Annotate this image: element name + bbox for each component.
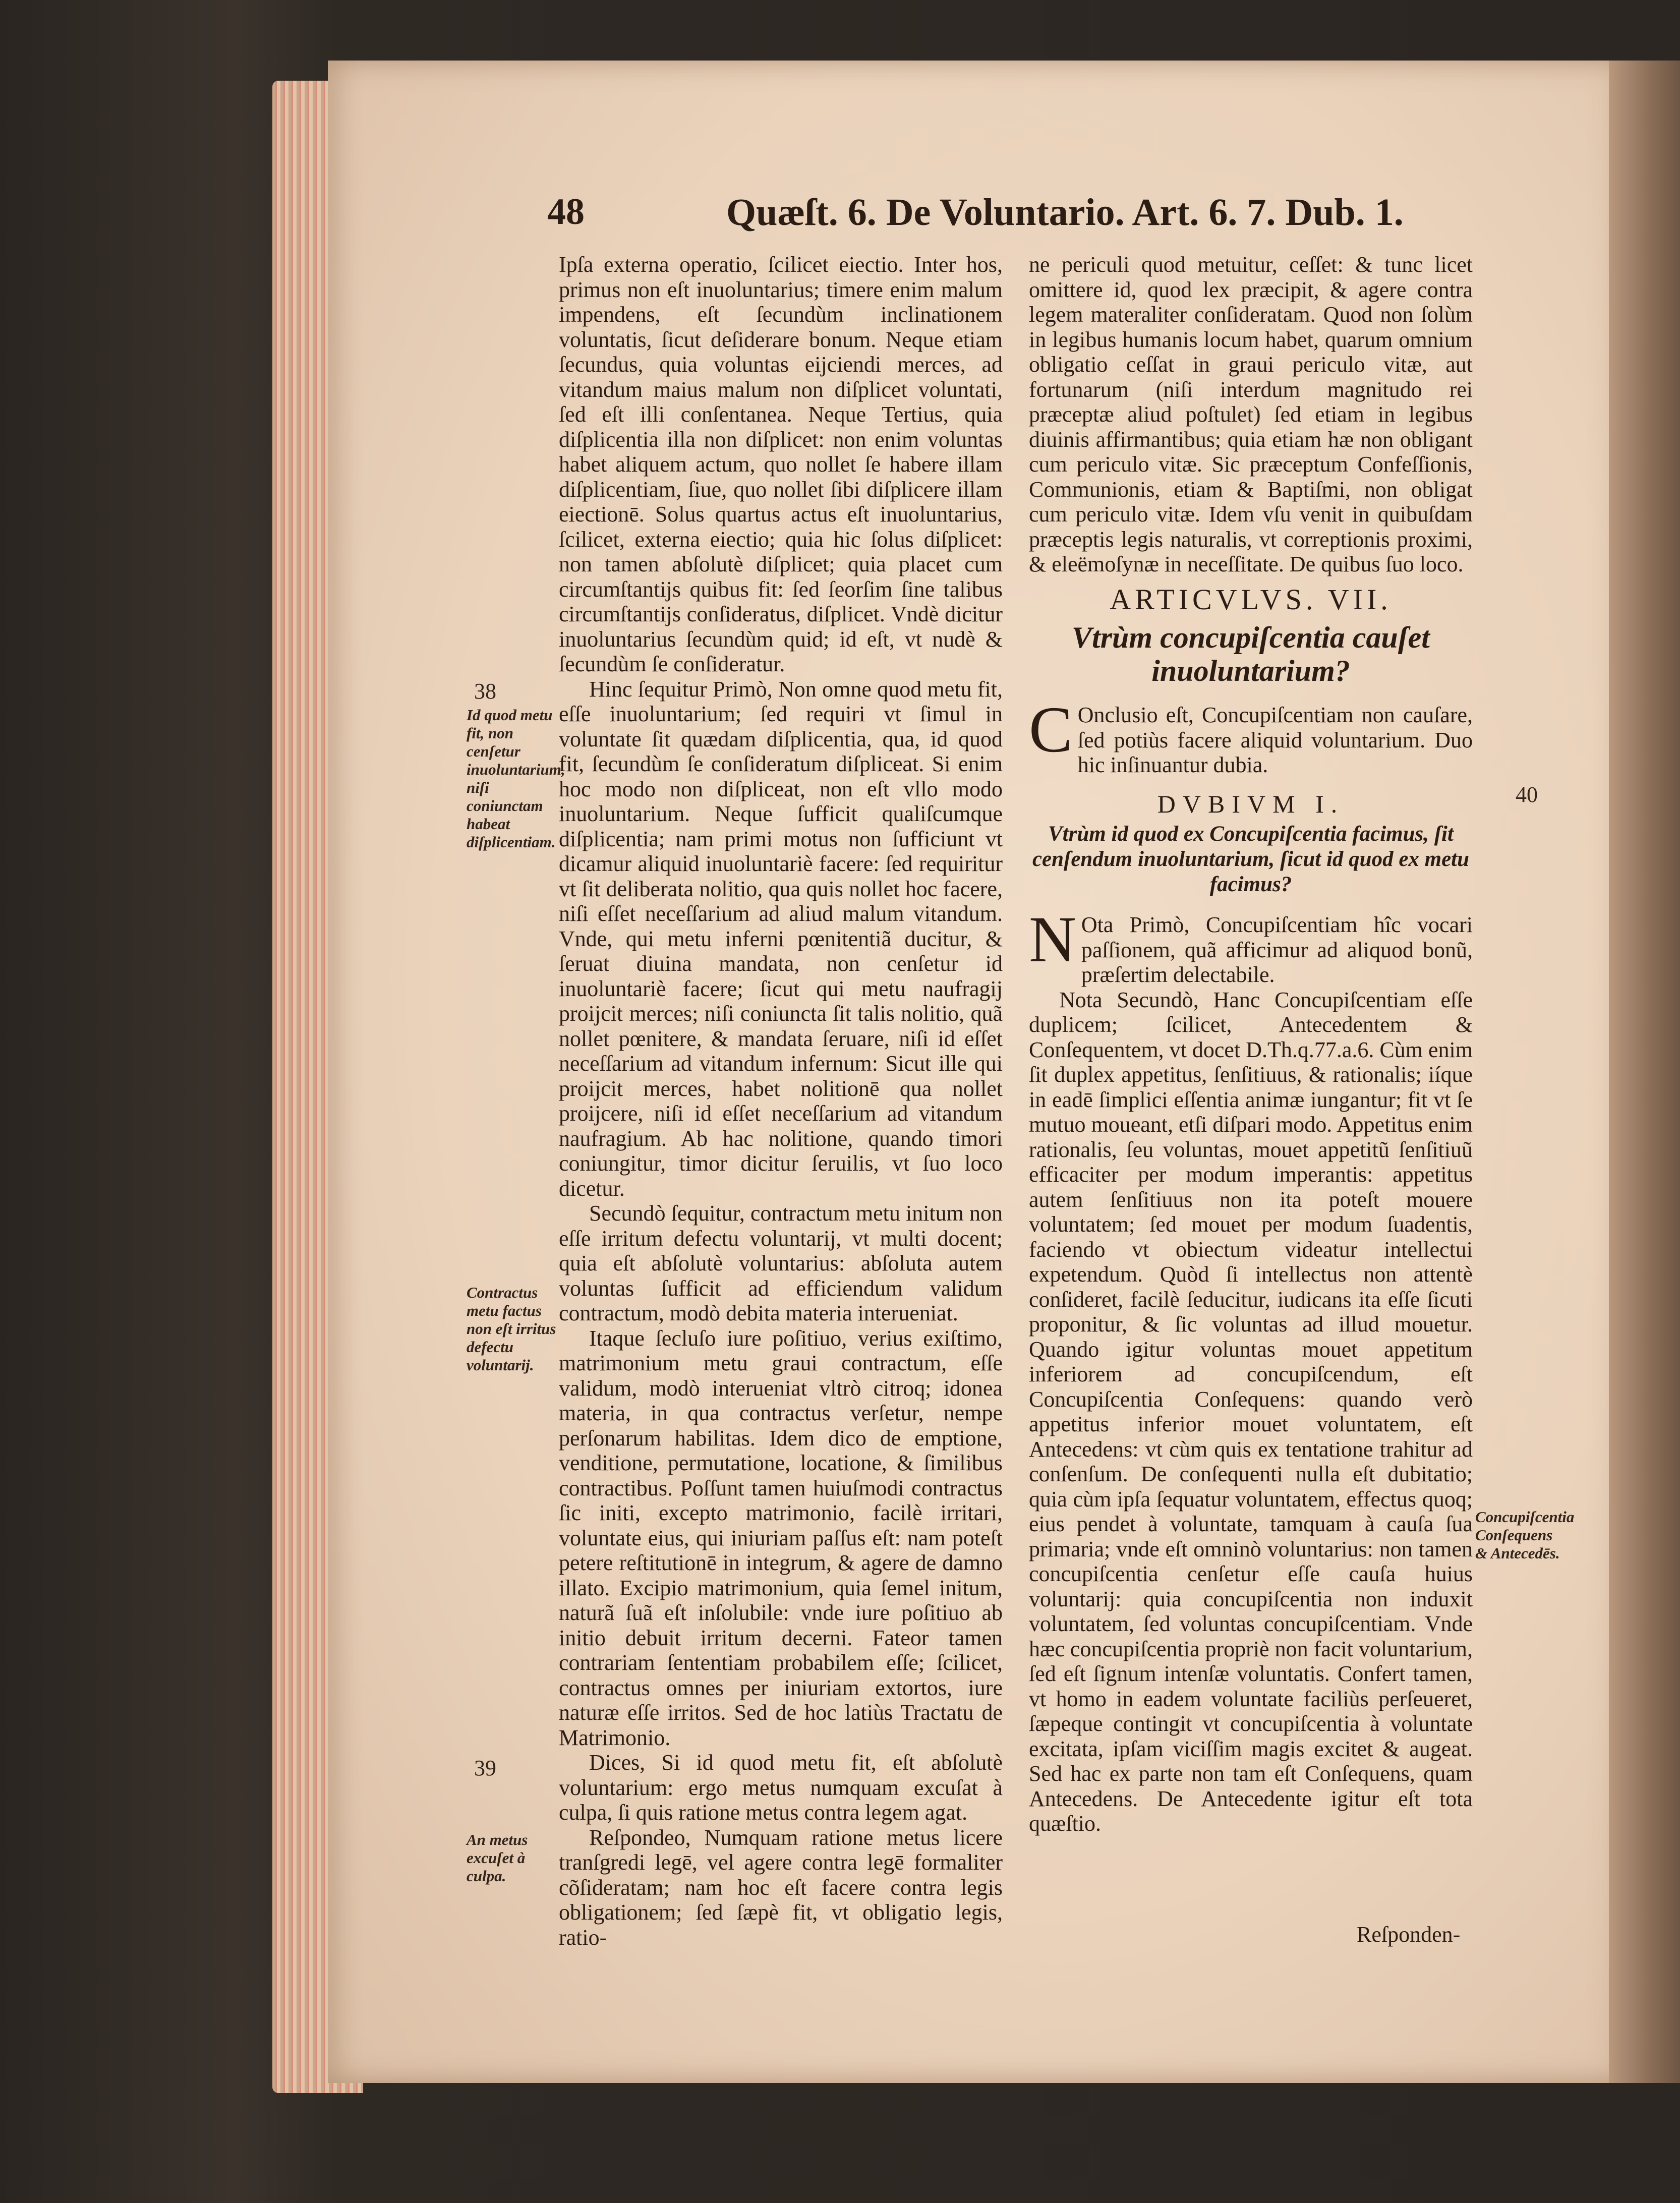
marginal-note: Contractus metu factus non eſt irritus defectu voluntarij. bbox=[467, 1284, 556, 1374]
paragraph: Dices, Si id quod metu fit, eſt abſolutè voluntarium: ergo metus numquam excuſat à culpa, ſi quis ratione metus contra legem agat. bbox=[559, 1750, 1003, 1825]
catchword: Reſponden- bbox=[1357, 1922, 1461, 1947]
paragraph: ne periculi quod metuitur, ceſſet: & tunc licet omittere id, quod lex præcipit, & agere contra legem materaliter conſideratam. Quod non ſolùm in legibus humanis locum habet, quarum omnium obligatio ceſſat in graui periculo vitæ, aut fortunarum (niſi interdum magnitudo rei præceptæ aliud poſtulet) ſed etiam in legibus diuinis affirmantibus; quia etiam hæ non obligant cum periculo vitæ. Sic præceptum Confeſſionis, Communionis, etiam & Baptiſmi, non obligat cum periculo vitæ. Idem vſu venit in quibuſdam præceptis legis naturalis, vt correptionis proximi, & eleëmoſynæ in neceſſitate. De quibus ſuo loco. bbox=[1029, 252, 1473, 576]
nota-paragraph bbox=[1029, 903, 1473, 988]
left-column bbox=[559, 252, 1003, 1950]
marginal-number: 40 bbox=[1516, 782, 1538, 807]
paragraph: Secundò ſequitur, contractum metu initum non eſſe irritum defectu voluntarij, vt multi docent; quia eſt abſolutè voluntarius: abſoluta autem voluntas ſufficit ad efficiendum validum contractum, modò debita materia interueniat. bbox=[559, 1201, 1003, 1325]
article-title: ARTICVLVS. VII. bbox=[1110, 583, 1392, 616]
article-question: Vtrùm concupiſcentia cauſet inuoluntarium? bbox=[1072, 621, 1430, 687]
conclusion-text: Onclusio eſt, Concupiſcentiam non cauſare, ſed potiùs facere aliquid voluntarium. Duo hic inſinuantur dubia. bbox=[1077, 703, 1473, 777]
paragraph: Nota Secundò, Hanc Concupiſcentiam eſſe duplicem; ſcilicet, Antecedentem & Conſequentem, vt docet D.Th.q.77.a.6. Cùm enim ſit duplex appetitus, ſenſitiuus, & rationalis; iíque in eadē ſimplici eſſentia animæ iungantur; fit vt ſe mutuo moueant, etſi diſpari modo. Appetitus enim rationalis, ſeu voluntas, mouet appetitũ ſenſitiuũ efficaciter per modum imperantis: appetitus autem ſenſitiuus non ita poteſt mouere voluntatem; ſed mouet per modum ſuadentis, faciendo vt obiectum videatur intellectui expetendum. Quòd ſi intellectus non attentè conſideret, facilè ſeducitur, iudicans ita eſſe ſicuti proponitur, & ſic voluntas ad illud mouetur. Quando igitur voluntas mouet appetitum inferiorem ad concupiſcendum, eſt Concupiſcentia Conſequens: quando verò appetitus inferior mouet voluntatem, eſt Antecedens: vt cùm quis ex tentatione trahitur ad conſenſum. De conſequenti nulla eſt dubitatio; quia cùm ipſa ſequatur voluntatem, effectus quoq; eius pendet à voluntate, tamquam à cauſa ſua primaria; vnde eſt omninò voluntarius: non tamen concupiſcentia cenſetur eſſe cauſa huius voluntarij: quia concupiſcentia non induxit voluntatem, ſed voluntas concupiſcentiam. Vnde hæc concupiſcentia propriè non facit voluntarium, ſed eſt ſignum intenſæ voluntatis. Confert tamen, vt homo in eadem voluntate faciliùs perſeueret, ſæpeque contingit vt concupiſcentia à voluntate excitata, ipſam viciſſim magis excitet & augeat. Sed hac ex parte non tam eſt Conſequens, quam Antecedens. De Antecedente igitur eſt tota quæſtio. bbox=[1029, 987, 1473, 1836]
paragraph: Itaque ſecluſo iure poſitiuo, verius exiſtimo, matrimonium metu graui contractum, eſſe validum, modò interueniat vltrò citroq; idonea materia, in qua contractus verſetur, nempe perſonarum habilitas. Idem dico de emptione, venditione, permutatione, locatione, & ſimilibus contractibus. Poſſunt tamen huiuſmodi contractus ſic initi, excepto matrimonio, facilè irritari, voluntate eius, qui iniuriam paſſus eſt: nam poteſt petere reſtitutionē in integrum, & agere de damno illato. Excipio matrimonium, quia ſemel initum, naturã ſuã eſt inſolubile: vnde iure poſitiuo ab initio debuit irritum decerni. Fateor tamen contrariam ſententiam probabilem eſſe; ſcilicet, contractus omnes per iniuriam extortos, iure naturæ eſſe irritos. Sed de hoc latiùs Tractatu de Matrimonio. bbox=[559, 1325, 1003, 1750]
drop-cap: C bbox=[1029, 693, 1073, 766]
marginal-note: Concupiſcentia Conſequens & Antecedēs. bbox=[1475, 1508, 1575, 1562]
dubium-title: DVBIVM I. bbox=[1157, 789, 1345, 818]
right-column bbox=[1029, 252, 1473, 1836]
conclusion-paragraph bbox=[1029, 693, 1473, 778]
paragraph: Reſpondeo, Numquam ratione metus licere tranſgredi legē, vel agere contra legē formaliter cõſideratam; nam hoc eſt facere contra legis obligationem; ſed ſæpè fit, vt obligatio legis, ratio- bbox=[559, 1825, 1003, 1950]
dubium-question: Vtrùm id quod ex Concupiſcentia facimus, ſit cenſendum inuoluntarium, ſicut id quod ex metu facimus? bbox=[1032, 822, 1470, 896]
paragraph: Ipſa externa operatio, ſcilicet eiectio. Inter hos, primus non eſt inuoluntarius; timere enim malum impendens, eſt ſecundùm inclinationem voluntatis, ſicut deſiderare bonum. Neque etiam ſecundus, quia voluntas eijciendi merces, ad vitandum maius malum non diſplicet voluntati, ſed eſt illi conſentanea. Neque Tertius, quia diſplicentia illa non diſplicet: non enim voluntas habet aliquem actum, quo nollet ſe habere illam diſplicentiam, ſiue, quo nollet ſibi diſplicere illam eiectionē. Solus quartus actus eſt inuoluntarius, ſcilicet, externa eiectio; quia hic ſolus diſplicet: non tamen abſolutè diſplicet; quia placet cum circumſtantijs quibus fit: ſed ſeorſim ſine talibus circumſtantijs conſideratus, diſplicet. Vndè dicitur inuoluntarius ſecundùm quid; id eſt, vt nudè & ſecundùm ſe conſideratur. bbox=[559, 252, 1003, 676]
book-gutter bbox=[1609, 61, 1680, 2083]
marginal-note: An metus excuſet à culpa. bbox=[467, 1831, 528, 1885]
marginal-note: Id quod metu fit, non cenſetur inuoluntarium, niſi coniunctam habeat diſplicentiam. bbox=[467, 706, 565, 851]
drop-cap: N bbox=[1029, 903, 1076, 976]
running-title: Quæſt. 6. De Voluntario. Art. 6. 7. Dub. 1. bbox=[726, 191, 1404, 234]
page-number: 48 bbox=[547, 191, 585, 233]
paragraph: Hinc ſequitur Primò, Non omne quod metu fit, eſſe inuoluntarium; ſed requiri vt ſimul in voluntate ſit quædam diſplicentia, qua, id quod fit, ſecundùm ſe conſideratum diſpliceat. Si enim hoc modo non diſpliceat, non eſt vllo modo inuoluntarium. Neque ſufficit qualiſcumque diſplicentia; nam primi motus non ſufficiunt vt dicamur aliquid inuoluntariè facere: ſed requiritur vt ſit deliberata nolitio, qua quis nollet hoc facere, niſi eſſet neceſſarium ad aliud malum vitandum. Vnde, qui metu inferni pœnitentiã ducitur, & ſeruat diuina mandata, non cenſetur id inuoluntariè facere; ſicut qui metu naufragij proijcit merces; niſi coniuncta ſit talis nolitio, quã nollet pœnitere, & mandata ſeruare, niſi id eſſet neceſſarium ad vitandum infernum: Sicut ille qui proijcit merces, habet nolitionē qua nollet proijcere, niſi id eſſet neceſſarium ad vitandum naufragium. Ab hac nolitione, quando timori coniungitur, timor dicitur ſeruilis, vt ſuo loco dicetur. bbox=[559, 676, 1003, 1201]
marginal-number: 38 bbox=[474, 679, 496, 704]
marginal-number: 39 bbox=[474, 1756, 496, 1780]
nota-text: Ota Primò, Concupiſcentiam hîc vocari paſſionem, quã afficimur ad aliquod bonũ, præſertim delectabile. bbox=[1081, 912, 1473, 987]
